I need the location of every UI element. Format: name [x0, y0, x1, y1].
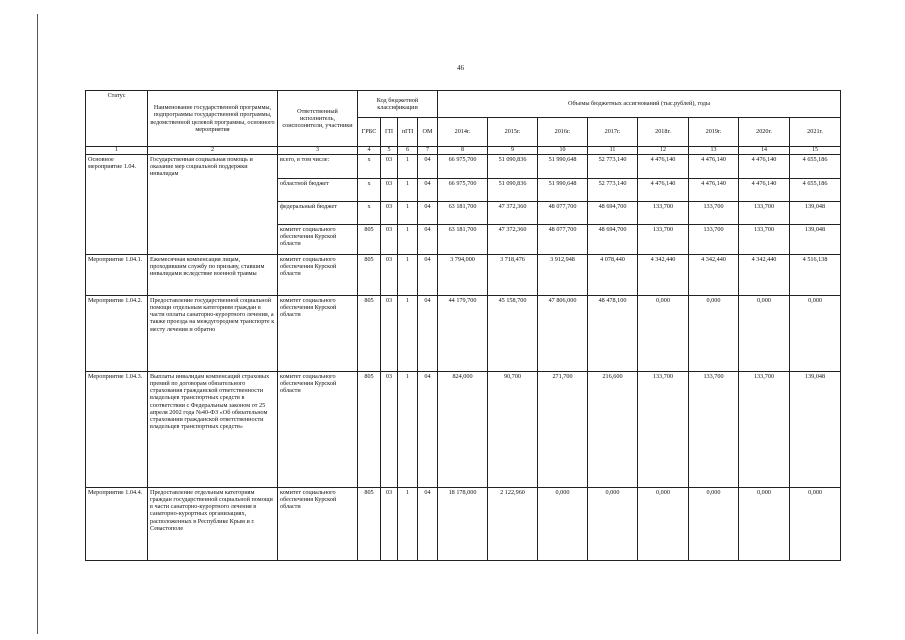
- executor-cell: комитет социального обеспечения Курской области: [278, 255, 358, 296]
- value-cell: 0,000: [790, 296, 841, 372]
- grbs-cell: 805: [358, 225, 381, 255]
- value-cell: 4 476,140: [638, 155, 689, 179]
- header-status: Статус: [86, 91, 148, 147]
- pgp-cell: 1: [398, 179, 418, 202]
- grbs-cell: х: [358, 202, 381, 225]
- value-cell: 4 476,140: [739, 155, 790, 179]
- pgp-cell: 1: [398, 372, 418, 488]
- value-cell: 133,700: [689, 202, 739, 225]
- value-cell: 0,000: [588, 488, 638, 561]
- value-cell: 47 372,360: [488, 225, 538, 255]
- column-index: 9: [488, 147, 538, 155]
- value-cell: 44 179,700: [438, 296, 488, 372]
- status-cell: Мероприятие 1.04.2.: [86, 296, 148, 372]
- value-cell: 133,700: [638, 202, 689, 225]
- executor-cell: комитет социального обеспечения Курской области: [278, 372, 358, 488]
- value-cell: 51 990,648: [538, 179, 588, 202]
- gp-cell: 03: [381, 202, 398, 225]
- value-cell: 139,048: [790, 225, 841, 255]
- header-grbs: ГРБС: [358, 118, 381, 147]
- column-index: 5: [381, 147, 398, 155]
- value-cell: 133,700: [689, 372, 739, 488]
- value-cell: 0,000: [739, 488, 790, 561]
- value-cell: 271,700: [538, 372, 588, 488]
- column-index-row: [86, 147, 841, 155]
- value-cell: 4 516,138: [790, 255, 841, 296]
- header-year: 2018г.: [638, 118, 689, 147]
- executor-cell: комитет социального обеспечения Курской области: [278, 296, 358, 372]
- table-row: [86, 488, 841, 561]
- header-executor: Ответственный исполнитель, соисполнители, участники: [278, 91, 358, 147]
- om-cell: 04: [418, 488, 438, 561]
- program-name-cell: Предоставление отдельным категориям граждан государственной социальной помощи в части санаторно-курортного лечения в санаторно-курортных организациях, расположенных в Республике Крым и г. Севастополе: [148, 488, 278, 561]
- value-cell: 2 122,960: [488, 488, 538, 561]
- value-cell: 216,600: [588, 372, 638, 488]
- value-cell: 0,000: [689, 296, 739, 372]
- grbs-cell: 805: [358, 296, 381, 372]
- value-cell: 66 975,700: [438, 155, 488, 179]
- pgp-cell: 1: [398, 296, 418, 372]
- gp-cell: 03: [381, 225, 398, 255]
- header-year: 2016г.: [538, 118, 588, 147]
- value-cell: 4 476,140: [638, 179, 689, 202]
- header-pgp: пГП: [398, 118, 418, 147]
- om-cell: 04: [418, 202, 438, 225]
- column-index: 2: [148, 147, 278, 155]
- value-cell: 4 655,186: [790, 155, 841, 179]
- header-year: 2021г.: [790, 118, 841, 147]
- column-index: 7: [418, 147, 438, 155]
- executor-cell: комитет социального обеспечения Курской области: [278, 225, 358, 255]
- value-cell: 48 478,100: [588, 296, 638, 372]
- value-cell: 4 342,440: [739, 255, 790, 296]
- column-index: 1: [86, 147, 148, 155]
- value-cell: 133,700: [638, 372, 689, 488]
- executor-cell: комитет социального обеспечения Курской области: [278, 488, 358, 561]
- value-cell: 66 975,700: [438, 179, 488, 202]
- page-margin-line: [37, 14, 38, 634]
- value-cell: 47 372,360: [488, 202, 538, 225]
- value-cell: 3 912,948: [538, 255, 588, 296]
- value-cell: 3 718,476: [488, 255, 538, 296]
- value-cell: 48 077,700: [538, 202, 588, 225]
- pgp-cell: 1: [398, 255, 418, 296]
- value-cell: 4 342,440: [689, 255, 739, 296]
- om-cell: 04: [418, 179, 438, 202]
- grbs-cell: х: [358, 155, 381, 179]
- value-cell: 4 476,140: [689, 155, 739, 179]
- value-cell: 4 078,440: [588, 255, 638, 296]
- value-cell: 0,000: [739, 296, 790, 372]
- grbs-cell: х: [358, 179, 381, 202]
- header-om: ОМ: [418, 118, 438, 147]
- value-cell: 48 694,700: [588, 225, 638, 255]
- grbs-cell: 805: [358, 488, 381, 561]
- value-cell: 0,000: [538, 488, 588, 561]
- executor-cell: областной бюджет: [278, 179, 358, 202]
- column-index: 10: [538, 147, 588, 155]
- budget-allocation-table: [85, 90, 841, 561]
- value-cell: 139,048: [790, 202, 841, 225]
- value-cell: 0,000: [638, 488, 689, 561]
- om-cell: 04: [418, 155, 438, 179]
- column-index: 14: [739, 147, 790, 155]
- value-cell: 52 773,140: [588, 179, 638, 202]
- value-cell: 133,700: [739, 372, 790, 488]
- status-cell: Мероприятие 1.04.4.: [86, 488, 148, 561]
- column-index: 8: [438, 147, 488, 155]
- header-budget-volumes: Объемы бюджетных ассигнований (тыс.рублей), годы: [438, 91, 841, 118]
- gp-cell: 03: [381, 488, 398, 561]
- value-cell: 4 476,140: [689, 179, 739, 202]
- column-index: 13: [689, 147, 739, 155]
- value-cell: 48 694,700: [588, 202, 638, 225]
- gp-cell: 03: [381, 179, 398, 202]
- program-name-cell: Государственная социальная помощь и оказание мер социальной поддержки инвалидам: [148, 155, 278, 255]
- program-name-cell: Выплаты инвалидам компенсаций страховых премий по договорам обязательного страхования гражданской ответственности владельцев транспортных средств в соответствии с Федеральным законом от 25 апреля 2002 года №40-ФЗ «Об обязательном страховании гражданской ответственности владельцев транспортных средств»: [148, 372, 278, 488]
- value-cell: 47 806,000: [538, 296, 588, 372]
- value-cell: 48 077,700: [538, 225, 588, 255]
- header-year: 2014г.: [438, 118, 488, 147]
- pgp-cell: 1: [398, 488, 418, 561]
- header-year: 2019г.: [689, 118, 739, 147]
- status-cell: Основное мероприятие 1.04.: [86, 155, 148, 255]
- value-cell: 4 655,186: [790, 179, 841, 202]
- value-cell: 52 773,140: [588, 155, 638, 179]
- table-row: [86, 155, 841, 179]
- pgp-cell: 1: [398, 155, 418, 179]
- header-year: 2015г.: [488, 118, 538, 147]
- column-index: 12: [638, 147, 689, 155]
- status-cell: Мероприятие 1.04.1.: [86, 255, 148, 296]
- gp-cell: 03: [381, 296, 398, 372]
- value-cell: 4 476,140: [739, 179, 790, 202]
- value-cell: 63 181,700: [438, 225, 488, 255]
- value-cell: 45 158,700: [488, 296, 538, 372]
- grbs-cell: 805: [358, 372, 381, 488]
- value-cell: 0,000: [790, 488, 841, 561]
- header-gp: ГП: [381, 118, 398, 147]
- value-cell: 0,000: [689, 488, 739, 561]
- executor-cell: всего, в том числе:: [278, 155, 358, 179]
- header-year: 2020г.: [739, 118, 790, 147]
- column-index: 11: [588, 147, 638, 155]
- column-index: 6: [398, 147, 418, 155]
- gp-cell: 03: [381, 155, 398, 179]
- column-index: 3: [278, 147, 358, 155]
- value-cell: 133,700: [739, 225, 790, 255]
- header-year: 2017г.: [588, 118, 638, 147]
- column-index: 4: [358, 147, 381, 155]
- table-row: [86, 296, 841, 372]
- om-cell: 04: [418, 372, 438, 488]
- value-cell: 824,000: [438, 372, 488, 488]
- program-name-cell: Ежемесячная компенсация лицам, проходившим службу по призыву, ставшим инвалидами вследствие военной травмы: [148, 255, 278, 296]
- pgp-cell: 1: [398, 225, 418, 255]
- om-cell: 04: [418, 255, 438, 296]
- table-row: [86, 255, 841, 296]
- value-cell: 51 990,648: [538, 155, 588, 179]
- column-index: 15: [790, 147, 841, 155]
- value-cell: 133,700: [638, 225, 689, 255]
- pgp-cell: 1: [398, 202, 418, 225]
- table-row: [86, 372, 841, 488]
- value-cell: 133,700: [689, 225, 739, 255]
- value-cell: 51 090,836: [488, 179, 538, 202]
- value-cell: 51 090,836: [488, 155, 538, 179]
- gp-cell: 03: [381, 372, 398, 488]
- om-cell: 04: [418, 225, 438, 255]
- om-cell: 04: [418, 296, 438, 372]
- executor-cell: федеральный бюджет: [278, 202, 358, 225]
- status-cell: Мероприятие 1.04.3.: [86, 372, 148, 488]
- header-program-name: Наименование государственной программы, подпрограммы государственной программы, ведомственной целевой программы, основного мероприятия: [148, 91, 278, 147]
- gp-cell: 03: [381, 255, 398, 296]
- value-cell: 0,000: [638, 296, 689, 372]
- grbs-cell: 805: [358, 255, 381, 296]
- value-cell: 133,700: [739, 202, 790, 225]
- value-cell: 18 178,000: [438, 488, 488, 561]
- value-cell: 3 794,000: [438, 255, 488, 296]
- header-budget-code: Код бюджетной классификации: [358, 91, 438, 118]
- value-cell: 63 181,700: [438, 202, 488, 225]
- value-cell: 139,048: [790, 372, 841, 488]
- value-cell: 90,700: [488, 372, 538, 488]
- value-cell: 4 342,440: [638, 255, 689, 296]
- page-number: 46: [457, 64, 464, 72]
- program-name-cell: Предоставление государственной социальной помощи отдельным категориям граждан в части оплаты санаторно-курортного лечения, а также проезда на междугороднем транспорте к месту лечения и обратно: [148, 296, 278, 372]
